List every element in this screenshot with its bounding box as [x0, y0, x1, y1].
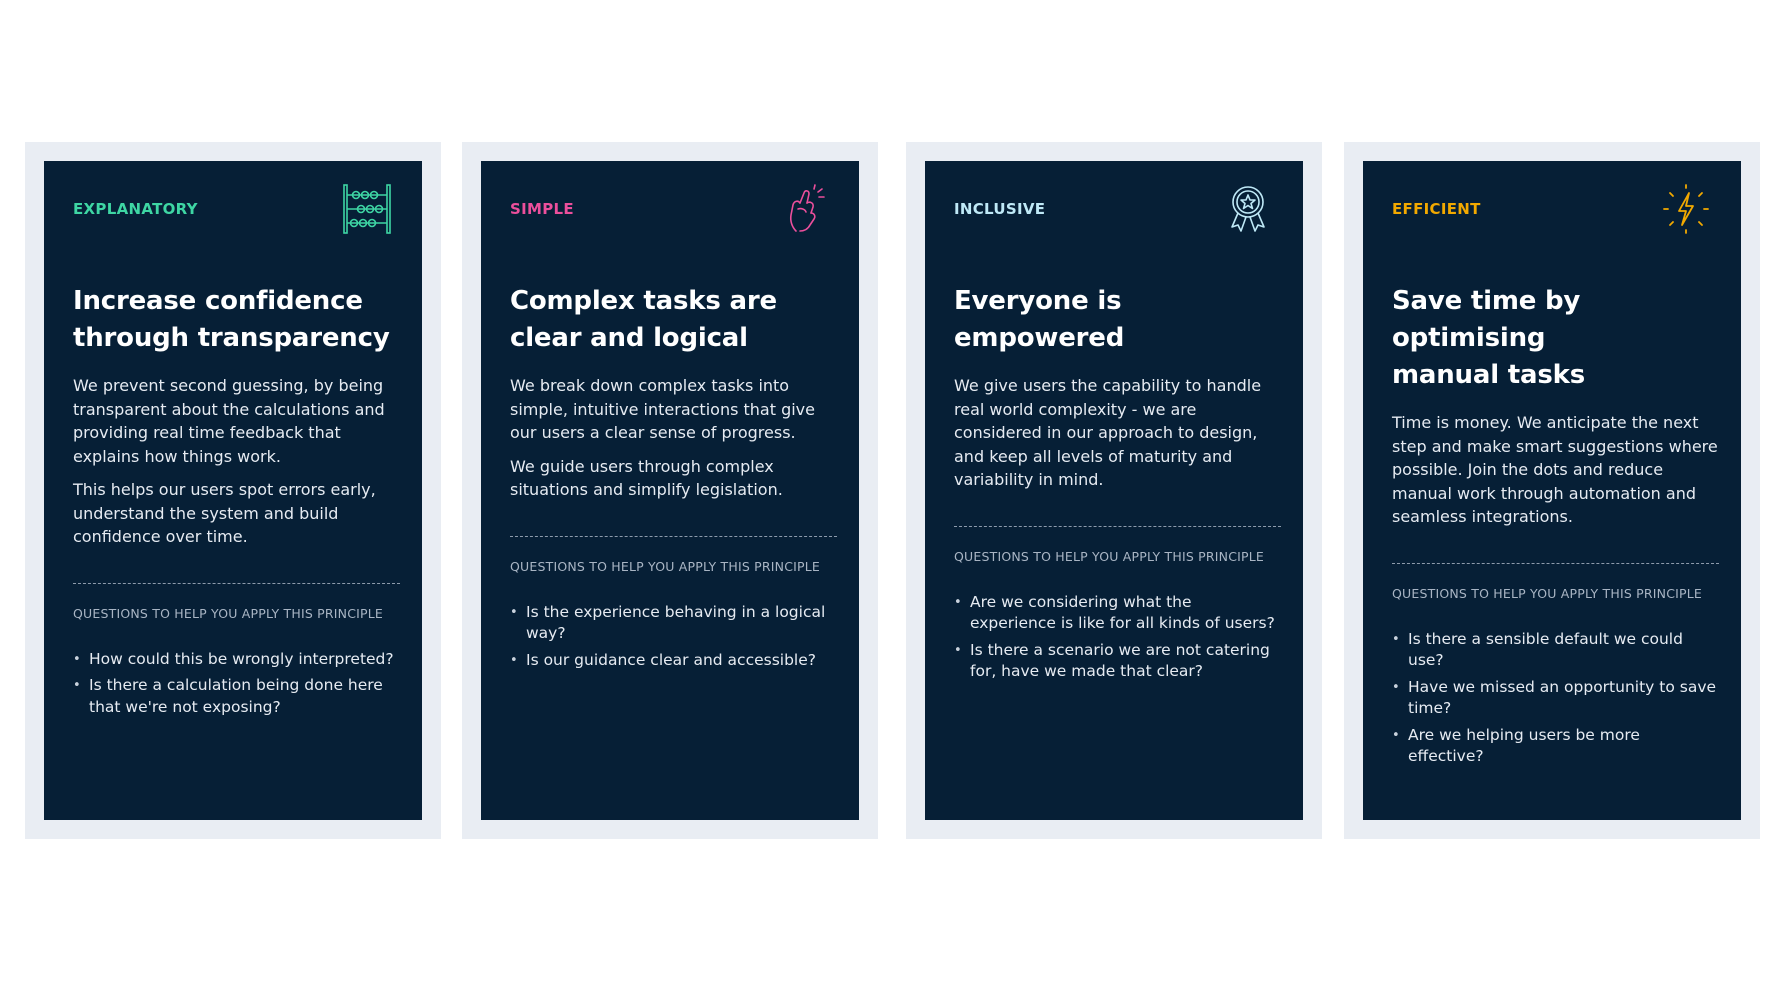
bullet-icon: • — [510, 652, 518, 668]
dashed-divider — [73, 583, 400, 584]
principle-card-frame-inclusive — [906, 142, 1322, 839]
principle-paragraph: We break down complex tasks into simple, intuitive interactions that give our users a clear sense of progress. — [510, 376, 815, 442]
questions-list — [510, 602, 837, 672]
questions-label: QUESTIONS TO HELP YOU APPLY THIS PRINCIPLE — [510, 558, 821, 574]
principle-tag: INCLUSIVE — [954, 200, 1046, 218]
principle-card-simple — [481, 161, 859, 820]
principle-card-frame-efficient — [1344, 142, 1760, 839]
principle-paragraph: Time is money. We anticipate the next step and make smart suggestions where possible. Join the dots and reduce manual work through automation and seamless integrations. — [1392, 413, 1718, 526]
headline-line: Save time by optimising — [1392, 286, 1581, 353]
question-item — [1392, 725, 1719, 768]
card-header — [73, 183, 393, 235]
questions-label: QUESTIONS TO HELP YOU APPLY THIS PRINCIPLE — [954, 548, 1265, 564]
dashed-divider — [510, 536, 837, 537]
bullet-icon: • — [954, 642, 962, 658]
headline-line: manual tasks — [1392, 360, 1585, 390]
card-body — [510, 283, 837, 676]
question-text: Are we considering what the experience is like for all kinds of users? — [970, 592, 1275, 632]
principle-card-explanatory — [44, 161, 422, 820]
principle-paragraph: We guide users through complex situations and simplify legislation. — [510, 456, 783, 499]
question-item — [73, 675, 400, 718]
card-header — [1392, 183, 1712, 235]
principle-card-inclusive — [925, 161, 1303, 820]
card-body — [954, 283, 1281, 688]
headline-line: through transparency — [73, 323, 390, 353]
principle-headline — [954, 283, 1281, 357]
question-item — [510, 602, 837, 645]
principle-tag: SIMPLE — [510, 200, 574, 218]
questions-list — [954, 592, 1281, 683]
finger-snap-icon — [778, 183, 830, 235]
headline-line: Complex tasks are — [510, 286, 777, 316]
principle-card-efficient — [1363, 161, 1741, 820]
bullet-icon: • — [1392, 631, 1400, 647]
question-text: How could this be wrongly interpreted? — [89, 649, 394, 668]
bullet-icon: • — [1392, 727, 1400, 743]
bullet-icon: • — [954, 594, 962, 610]
question-text: Have we missed an opportunity to save time? — [1408, 677, 1717, 717]
dashed-divider — [1392, 563, 1719, 564]
question-item — [1392, 677, 1719, 720]
lightning-bolt-icon — [1660, 183, 1712, 235]
question-text: Is the experience behaving in a logical way? — [526, 602, 826, 642]
card-header — [510, 183, 830, 235]
headline-line: clear and logical — [510, 323, 748, 353]
questions-label: QUESTIONS TO HELP YOU APPLY THIS PRINCIPLE — [73, 605, 384, 621]
principle-headline — [1392, 283, 1719, 394]
principle-paragraph: We give users the capability to handle real world complexity - we are considered in our approach to design, and keep all levels of maturity and variability in mind. — [954, 376, 1262, 489]
questions-list — [1392, 629, 1719, 768]
question-item — [954, 592, 1281, 635]
question-text: Is there a scenario we are not catering for, have we made that clear? — [970, 640, 1270, 680]
card-header — [954, 183, 1274, 235]
dashed-divider — [954, 526, 1281, 527]
bullet-icon: • — [73, 651, 81, 667]
question-text: Are we helping users be more effective? — [1408, 725, 1640, 765]
headline-line: Everyone is empowered — [954, 286, 1125, 353]
principle-tag: EXPLANATORY — [73, 200, 198, 218]
question-item — [73, 649, 400, 671]
principle-headline — [73, 283, 400, 357]
question-text: Is there a calculation being done here that we're not exposing? — [89, 676, 383, 716]
question-item — [1392, 629, 1719, 672]
principle-tag: EFFICIENT — [1392, 200, 1481, 218]
award-ribbon-icon — [1222, 183, 1274, 235]
abacus-icon — [341, 183, 393, 235]
principle-card-frame-simple — [462, 142, 878, 839]
bullet-icon: • — [510, 604, 518, 620]
bullet-icon: • — [1392, 679, 1400, 695]
principle-headline — [510, 283, 837, 357]
headline-line: Increase confidence — [73, 286, 363, 316]
questions-label: QUESTIONS TO HELP YOU APPLY THIS PRINCIPLE — [1392, 585, 1703, 601]
principle-paragraph: We prevent second guessing, by being transparent about the calculations and providing real time feedback that explains how things work. — [73, 376, 385, 466]
principle-paragraph: This helps our users spot errors early, understand the system and build confidence over time. — [73, 480, 376, 546]
principle-card-frame-explanatory — [25, 142, 441, 839]
question-text: Is our guidance clear and accessible? — [526, 650, 816, 669]
question-item — [954, 640, 1281, 683]
question-text: Is there a sensible default we could use? — [1408, 629, 1683, 669]
bullet-icon: • — [73, 678, 81, 693]
card-body — [1392, 283, 1719, 773]
card-body — [73, 283, 400, 723]
question-item — [510, 650, 837, 672]
questions-list — [73, 649, 400, 719]
